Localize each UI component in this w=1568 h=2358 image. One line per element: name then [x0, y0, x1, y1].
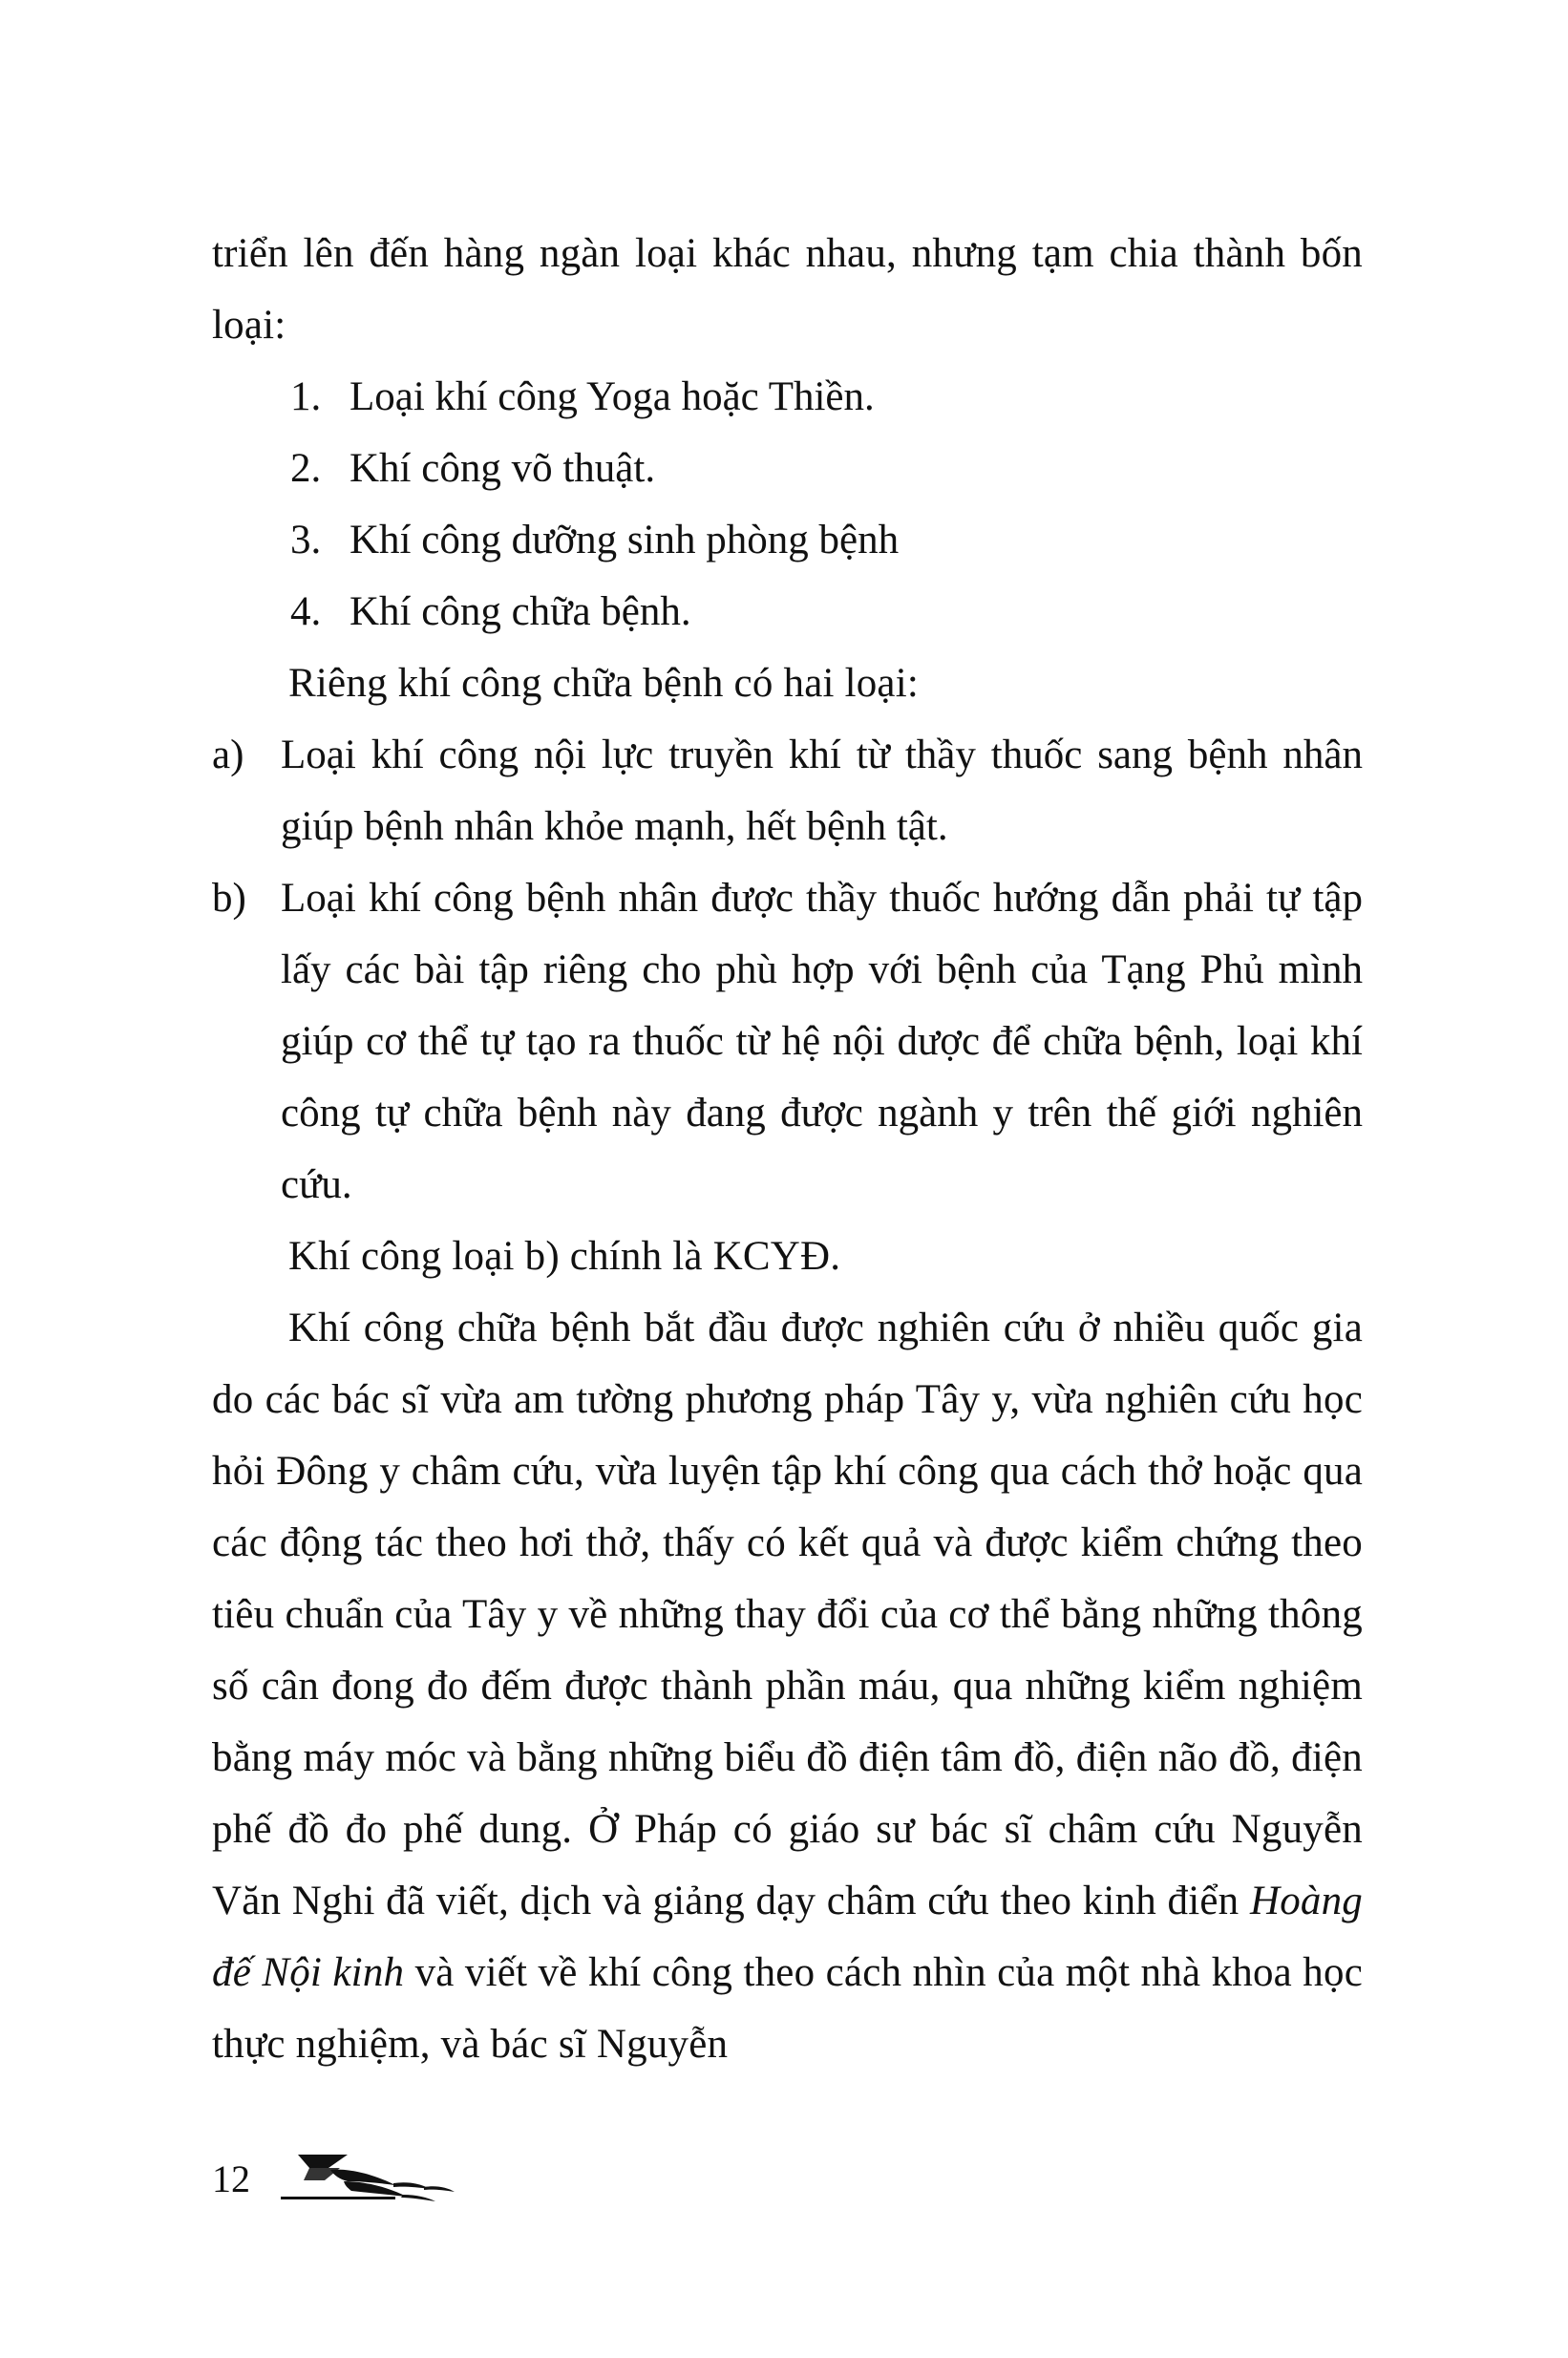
lead-in-line: Riêng khí công chữa bệnh có hai loại:: [288, 661, 920, 706]
note-line: Khí công loại b) chính là KCYĐ.: [288, 1234, 841, 1279]
list-item-text: Loại khí công bệnh nhân được thầy thuốc hướng dẫn phải tự tập lấy các bài tập riêng cho phù hợp với bệnh của Tạng Phủ mình giúp cơ thể tự tạo ra thuốc từ hệ nội dược để chữa bệnh, loại khí công tự chữa bệnh này đang được ngành y trên thế giới nghiên cứu.: [281, 876, 1363, 1207]
lettered-list: [212, 719, 1363, 1221]
list-item: [212, 361, 1363, 433]
list-item-number: 2.: [290, 446, 322, 491]
list-item-text: Loại khí công nội lực truyền khí từ thầy thuốc sang bệnh nhân giúp bệnh nhân khỏe mạnh, hết bệnh tật.: [281, 733, 1363, 849]
list-item-number: 4.: [290, 589, 322, 634]
list-item-number: 3.: [290, 518, 322, 563]
page-footer: [212, 2149, 1363, 2216]
list-item: [212, 719, 1363, 862]
list-item: [212, 576, 1363, 648]
list-item-number: 1.: [290, 374, 322, 419]
flying-bird-ornament-icon: [281, 2149, 462, 2208]
opening-paragraph: triển lên đến hàng ngàn loại khác nhau, nhưng tạm chia thành bốn loại:: [212, 231, 1363, 348]
page-content: [212, 218, 1363, 2080]
ornament-rule: [281, 2197, 395, 2199]
page-number: 12: [212, 2157, 250, 2200]
list-item-label: Khí công dưỡng sinh phòng bệnh: [350, 518, 900, 563]
numbered-list: [212, 361, 1363, 648]
list-item-letter: b): [212, 876, 246, 921]
list-item: [212, 433, 1363, 504]
main-paragraph: [212, 1292, 1363, 2080]
list-item-label: Loại khí công Yoga hoặc Thiền.: [350, 374, 875, 419]
book-title-italic: Hoàng đế Nội kinh: [212, 1879, 1363, 1995]
list-item: [212, 862, 1363, 1221]
main-paragraph-part2: và viết về khí công theo cách nhìn của một nhà khoa học thực nghiệm, và bác sĩ Nguyễn: [212, 1950, 1363, 2067]
list-item-label: Khí công chữa bệnh.: [350, 589, 691, 634]
list-item-letter: a): [212, 733, 244, 777]
list-item: [212, 504, 1363, 576]
list-item-label: Khí công võ thuật.: [350, 446, 656, 491]
main-paragraph-part1: Khí công chữa bệnh bắt đầu được nghiên cứu ở nhiều quốc gia do các bác sĩ vừa am tường phương pháp Tây y, vừa nghiên cứu học hỏi Đông y châm cứu, vừa luyện tập khí công qua cách thở hoặc qua các động tác theo hơi thở, thấy có kết quả và được kiểm chứng theo tiêu chuẩn của Tây y về những thay đổi của cơ thể bằng những thông số cân đong đo đếm được thành phần máu, qua những kiểm nghiệm bằng máy móc và bằng những biểu đồ điện tâm đồ, điện não đồ, điện phế đồ đo phế dung. Ở Pháp có giáo sư bác sĩ châm cứu Nguyễn Văn Nghi đã viết, dịch và giảng dạy châm cứu theo kinh điển: [212, 1306, 1363, 1923]
